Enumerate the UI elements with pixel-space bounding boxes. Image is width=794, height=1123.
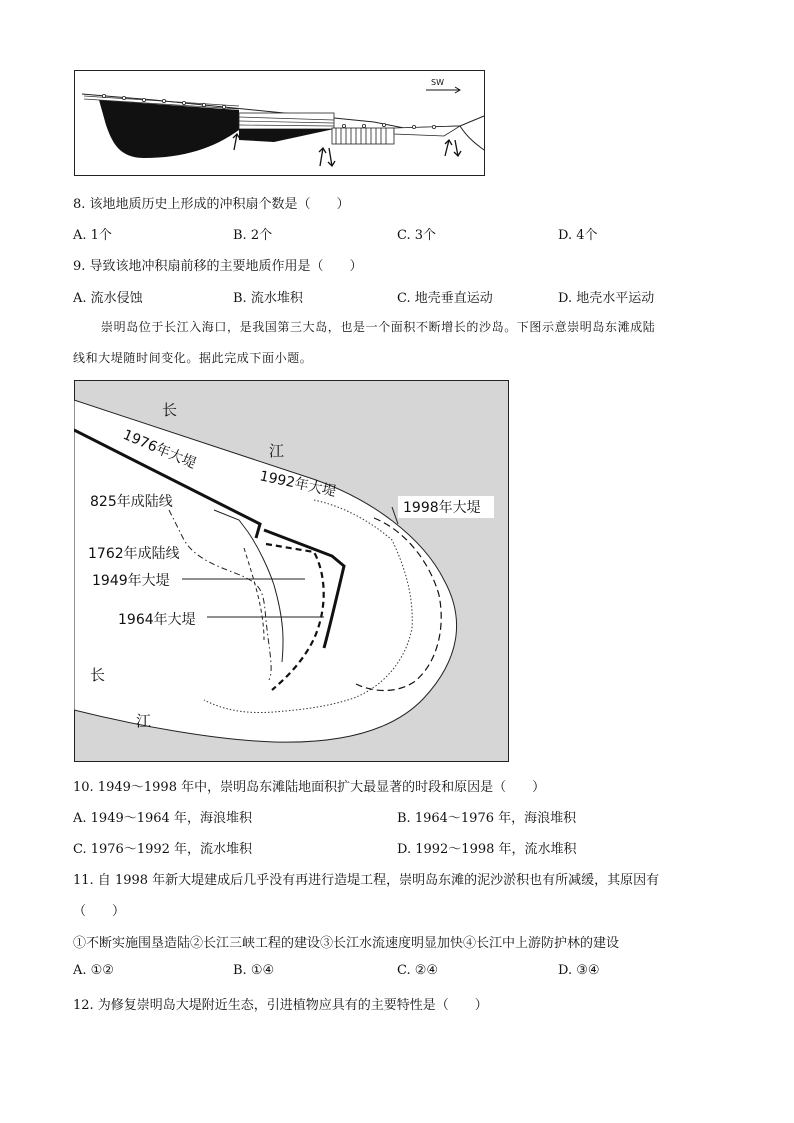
q11-option-d[interactable]: D. ③④ [558,963,600,978]
label-1992-dike: 1992年大堤 [258,468,338,501]
label-1949-dike: 1949年大堤 [92,573,170,589]
label-825-coastline: 825年成陆线 [90,494,173,510]
q9-option-c[interactable]: C. 地壳垂直运动 [397,291,493,306]
alluvial-fan-section-diagram [74,70,485,176]
q9-option-d[interactable]: D. 地壳水平运动 [558,291,655,306]
q11-option-b[interactable]: B. ①④ [233,963,275,978]
river-label-top-2: 江 [269,442,285,460]
question-12-stem: 12. 为修复崇明岛大堤附近生态，引进植物应具有的主要特性是（ ） [73,998,488,1013]
chongming-map [74,380,509,762]
question-8-stem: 8. 该地地质历史上形成的冲积扇个数是（ ） [73,197,350,212]
question-11-items: ①不断实施围垦造陆②长江三峡工程的建设③长江水流速度明显加快④长江中上游防护林的建设 [73,936,620,951]
q9-option-a[interactable]: A. 流水侵蚀 [73,291,143,306]
question-11-stem: 11. 自 1998 年新大堤建成后几乎没有再进行造堤工程，崇明岛东滩的泥沙淤积也有所减缓，其原因有 [73,873,660,888]
q10-option-a[interactable]: A. 1949～1964 年，海浪堆积 [73,811,252,826]
q8-option-d[interactable]: D. 4个 [558,228,598,243]
question-9-stem: 9. 导致该地冲积扇前移的主要地质作用是（ ） [73,259,363,274]
q10-option-d[interactable]: D. 1992～1998 年，流水堆积 [397,842,577,857]
river-label-bottom-1: 长 [90,666,106,684]
river-label-top-1: 长 [162,401,178,419]
q8-option-b[interactable]: B. 2个 [233,228,273,243]
river-label-bottom-2: 江 [136,712,152,730]
q8-option-a[interactable]: A. 1个 [73,228,112,243]
q9-option-b[interactable]: B. 流水堆积 [233,291,303,306]
label-1976-dike: 1976年大堤 [120,426,199,473]
label-1998-dike: 1998年大堤 [403,500,481,516]
q10-option-c[interactable]: C. 1976～1992 年，流水堆积 [73,842,253,857]
q10-option-b[interactable]: B. 1964～1976 年，海浪堆积 [397,811,577,826]
intro-line-1: 崇明岛位于长江入海口，是我国第三大岛，也是一个面积不断增长的沙岛。下图示意崇明岛东滩成陆 [101,320,656,334]
label-1762-coastline: 1762年成陆线 [88,546,180,562]
q8-option-c[interactable]: C. 3个 [397,228,437,243]
q11-option-a[interactable]: A. ①② [73,963,114,978]
question-11-stem-cont: （ ） [73,904,126,919]
label-1964-dike: 1964年大堤 [118,612,196,628]
question-10-stem: 10. 1949～1998 年中，崇明岛东滩陆地面积扩大最显著的时段和原因是（ ） [73,780,546,795]
direction-label: SW [431,78,444,87]
q11-option-c[interactable]: C. ②④ [397,963,439,978]
intro-line-2: 线和大堤随时间变化。据此完成下面小题。 [73,351,313,365]
